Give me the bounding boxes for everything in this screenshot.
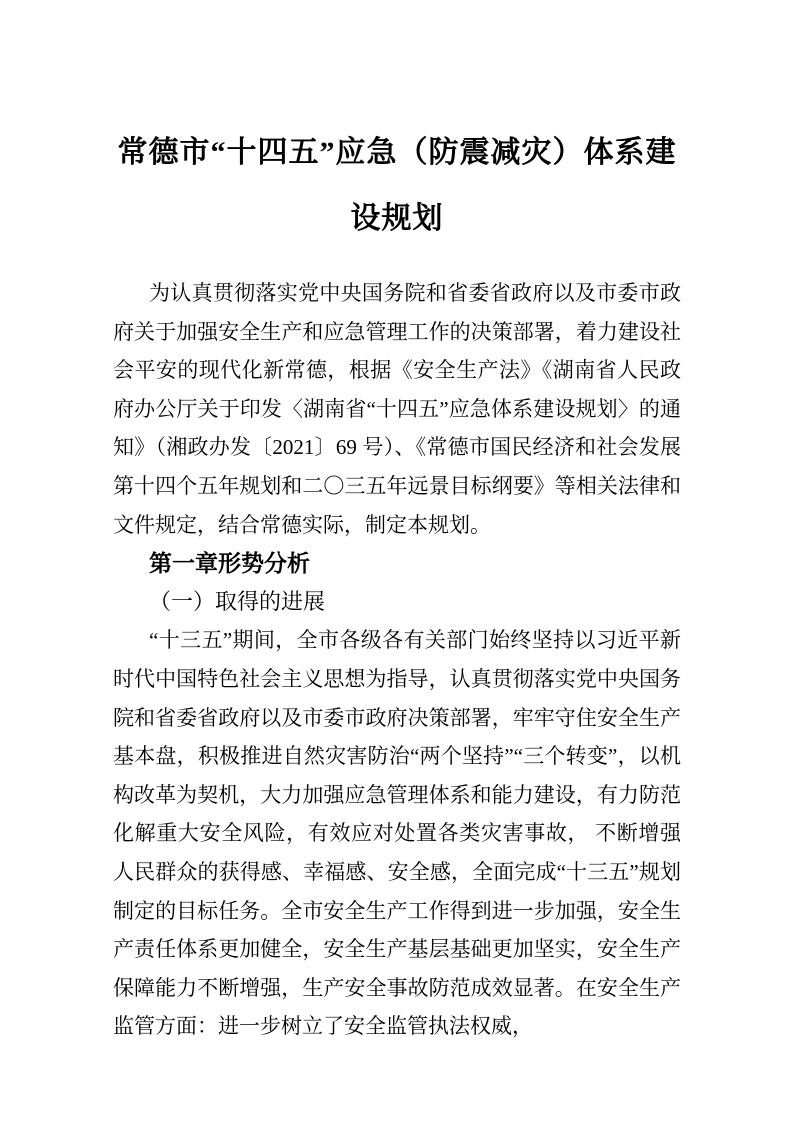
chapter-heading: 第一章形势分析 <box>149 550 310 577</box>
document-title: 常德市“十四五”应急（防震减灾）体系建设规划 <box>117 136 677 235</box>
section-heading: （一）取得的进展 <box>149 588 326 614</box>
intro-paragraph: 为认真贯彻落实党中央国务院和省委省政府以及市委市政府关于加强安全生产和应急管理工作的决策部署，着力建设社会平安的现代化新常德，根据《安全生产法》《湖南省人民政府办公厅关于印发〈湖南省“十四五”应急体系建设规划〉的通知》（湘政办发〔2021〕69 号）、《常德市国民经济和社会发展第十四个五年规划和二〇三五年远景目标纲要》等相关法律和文件规定，结合常德实际，制定本规划。 <box>113 281 681 537</box>
body-paragraph: “十三五”期间，全市各级各有关部门始终坚持以习近平新时代中国特色社会主义思想为指导，认真贯彻落实党中央国务院和省委省政府以及市委市政府决策部署，牢牢守住安全生产基本盘，积极推进自然灾害防治“两个坚持”“三个转变”，以机构改革为契机，大力加强应急管理体系和能力建设，有力防范化解重大安全风险，有效应对处置各类灾害事故， 不断增强人民群众的获得感、幸福感、安全感，全面完成“十三五”规划制定的目标任务。全市安全生产工作得到进一步加强，安全生产责任体系更加健全，安全生产基层基础更加坚实，安全生产保障能力不断增强，生产安全事故防范成效显著。在安全生产监管方面：进一步树立了安全监管执法权威， <box>113 628 681 1039</box>
